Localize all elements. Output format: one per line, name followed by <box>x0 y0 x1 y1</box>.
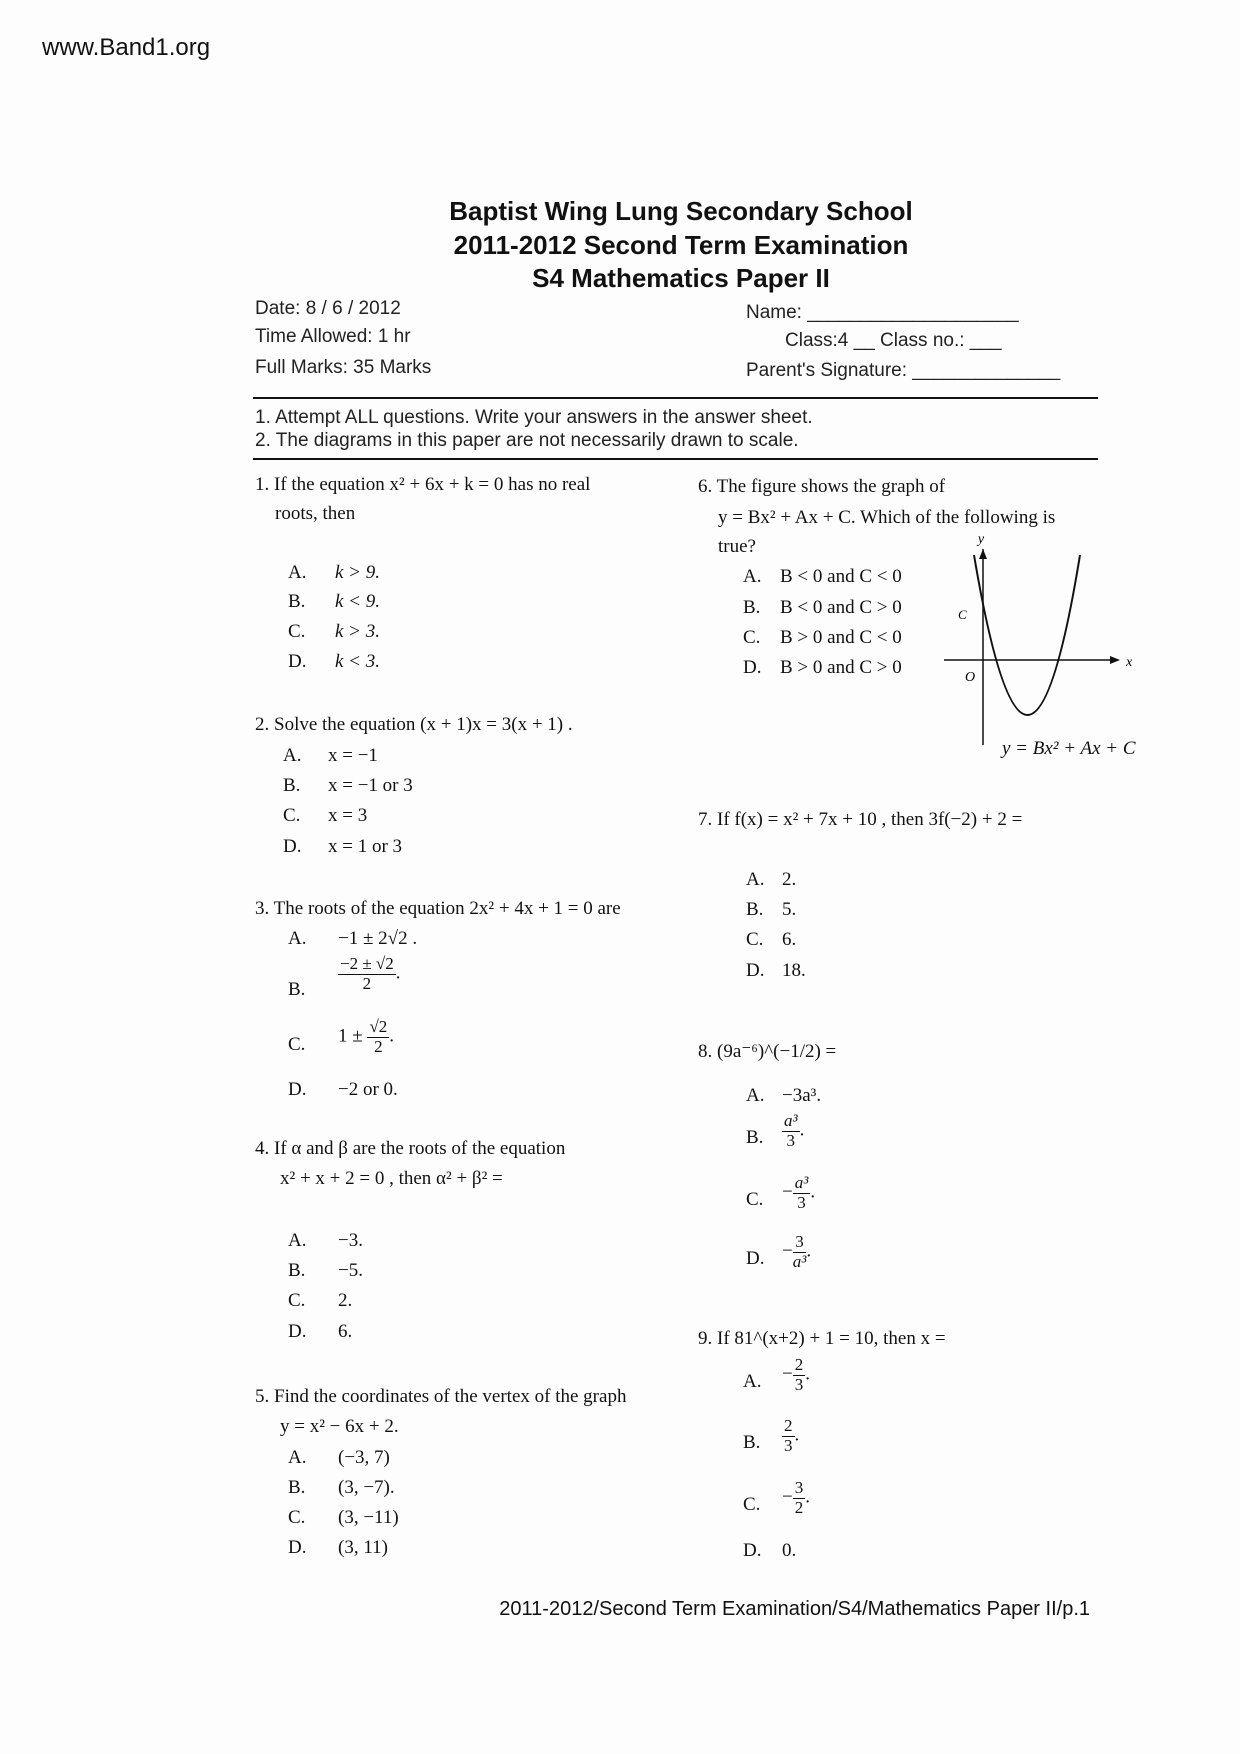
option-text: k < 3. <box>335 651 381 672</box>
option-label: B. <box>746 899 764 920</box>
option-fraction: $\frac{2}{3}$ . <box>784 1416 800 1455</box>
option-label: D. <box>288 1537 307 1558</box>
full-marks: Full Marks: 35 Marks <box>255 357 432 378</box>
minus-sign: − <box>782 1363 793 1385</box>
option-text: 18. <box>782 960 806 981</box>
denominator: 3 <box>794 1374 804 1394</box>
q9-stem: 9. If 81^(x+2) + 1 = 10, then x = <box>698 1328 946 1349</box>
denominator: 3 <box>786 1130 796 1150</box>
numerator: a³ <box>784 1111 798 1130</box>
signature-field: Parent's Signature: ______________ <box>746 360 1061 381</box>
y-axis-label: y <box>977 535 985 547</box>
option-text: x = −1 <box>328 745 378 766</box>
divider <box>253 397 1098 399</box>
option-label: B. <box>743 597 761 618</box>
q3-stem: 3. The roots of the equation 2x² + 4x + 1 = 0 are <box>255 898 621 919</box>
option-fraction: − $\frac{3}{2}$ . <box>782 1478 810 1517</box>
option-text: 0. <box>782 1540 797 1561</box>
option-text: −5. <box>338 1260 363 1281</box>
minus-sign: − <box>782 1181 793 1203</box>
y-axis-arrow <box>979 549 987 559</box>
parabola-curve <box>974 555 1080 715</box>
instruction-1: 1. Attempt ALL questions. Write your answers in the answer sheet. <box>255 407 813 428</box>
option-label: B. <box>288 591 306 612</box>
q4-stem: 4. If α and β are the roots of the equation <box>255 1138 566 1159</box>
option-label: C. <box>746 1189 764 1210</box>
option-text: 6. <box>338 1321 353 1342</box>
q5-stem: 5. Find the coordinates of the vertex of the graph <box>255 1386 627 1407</box>
option-text: (3, 11) <box>338 1537 388 1558</box>
option-text: k < 9. <box>335 591 381 612</box>
denominator: 3 <box>784 1435 793 1455</box>
option-text: x = −1 or 3 <box>328 775 413 796</box>
instruction-2: 2. The diagrams in this paper are not necessarily drawn to scale. <box>255 430 799 451</box>
denominator: 2 <box>374 1036 383 1056</box>
numerator: 2 <box>784 1416 793 1435</box>
numerator: −2 ± √2 <box>340 954 394 973</box>
numerator: a³ <box>794 1173 809 1192</box>
option-label: A. <box>743 566 762 587</box>
q6-stem-cont: true? <box>718 536 756 557</box>
q6-stem: 6. The figure shows the graph of <box>698 476 946 497</box>
option-label: A. <box>288 562 307 583</box>
option-text: x = 1 or 3 <box>328 836 403 857</box>
page-footer: 2011-2012/Second Term Examination/S4/Mathematics Paper II/p.1 <box>499 1598 1090 1620</box>
option-label: B. <box>283 775 301 796</box>
denominator: 2 <box>794 1497 804 1517</box>
option-label: B. <box>288 979 306 1000</box>
numerator: 3 <box>794 1478 804 1497</box>
q4-stem-cont: x² + x + 2 = 0 , then α² + β² = <box>280 1168 503 1189</box>
option-fraction: − $\frac{\text{a³}}{3}$ . <box>782 1173 816 1212</box>
minus-sign: − <box>782 1240 793 1262</box>
option-label: B. <box>288 1477 306 1498</box>
parabola-graph <box>940 535 1140 765</box>
option-text: B > 0 and C > 0 <box>780 657 902 678</box>
option-text: k > 9. <box>335 562 381 583</box>
class-field: Class:4 __ Class no.: ___ <box>785 330 1002 351</box>
exam-title: 2011-2012 Second Term Examination <box>453 230 909 260</box>
option-label: C. <box>283 805 301 826</box>
x-axis-label: x <box>1126 655 1133 670</box>
option-label: C. <box>746 929 764 950</box>
option-label: D. <box>743 1540 762 1561</box>
option-text: k > 3. <box>335 621 381 642</box>
option-text: −1 ± 2√2 . <box>338 928 418 949</box>
option-label: B. <box>746 1127 764 1148</box>
numerator: √2 <box>369 1017 388 1036</box>
option-text: (3, −7). <box>338 1477 395 1498</box>
numerator: 3 <box>795 1232 804 1251</box>
option-label: C. <box>288 1290 306 1311</box>
option-fraction: 1 ± $\frac{√2}{2}$ . <box>338 1017 395 1056</box>
option-label: D. <box>288 651 307 672</box>
paper-title: S4 Mathematics Paper II <box>532 263 830 293</box>
option-text: x = 3 <box>328 805 368 826</box>
option-text: B < 0 and C > 0 <box>780 597 902 618</box>
option-text: B > 0 and C < 0 <box>780 627 902 648</box>
date: Date: 8 / 6 / 2012 <box>255 298 401 319</box>
option-label: D. <box>288 1321 307 1342</box>
option-text: −2 or 0. <box>338 1079 398 1100</box>
option-text: 6. <box>782 929 797 950</box>
option-label: B. <box>288 1260 306 1281</box>
q8-stem: 8. (9a⁻⁶)^(−1/2) = <box>698 1041 837 1062</box>
option-label: B. <box>743 1432 761 1453</box>
option-text: 5. <box>782 899 797 920</box>
option-label: A. <box>288 1447 307 1468</box>
option-label: A. <box>283 745 302 766</box>
divider <box>253 458 1098 460</box>
q7-stem: 7. If f(x) = x² + 7x + 10 , then 3f(−2) + 2 = <box>698 809 1023 830</box>
school-name: Baptist Wing Lung Secondary School <box>449 196 913 226</box>
q5-stem-cont: y = x² − 6x + 2. <box>280 1416 399 1437</box>
q1-stem-cont: roots, then <box>275 503 356 524</box>
x-axis-arrow <box>1110 656 1120 664</box>
q2-stem: 2. Solve the equation (x + 1)x = 3(x + 1) . <box>255 714 573 735</box>
option-label: D. <box>743 657 762 678</box>
option-text: 2. <box>338 1290 353 1311</box>
option-label: A. <box>743 1371 762 1392</box>
q1-stem: 1. If the equation x² + 6x + k = 0 has no real <box>255 474 591 495</box>
option-label: D. <box>746 1248 765 1269</box>
option-fraction: − $\frac{3}{\text{a³}}$ . <box>782 1232 812 1271</box>
denominator: 2 <box>362 973 372 993</box>
option-text: B < 0 and C < 0 <box>780 566 902 587</box>
option-label: A. <box>746 1085 765 1106</box>
option-label: A. <box>288 1230 307 1251</box>
minus-sign: − <box>782 1486 793 1508</box>
option-label: A. <box>288 928 307 949</box>
option-text: −3. <box>338 1230 363 1251</box>
option-fraction: $\frac{\text{a³}}{3}$ . <box>784 1111 805 1150</box>
option-label: C. <box>743 627 761 648</box>
option-text: −3a³. <box>782 1085 822 1106</box>
watermark: www.Band1.org <box>42 34 211 61</box>
option-label: C. <box>288 621 306 642</box>
denominator: 3 <box>797 1192 806 1212</box>
time-allowed: Time Allowed: 1 hr <box>255 326 411 347</box>
q6-stem-cont: y = Bx² + Ax + C. Which of the following is <box>718 507 1056 528</box>
option-text: 1 ± <box>338 1025 363 1047</box>
option-label: C. <box>743 1494 761 1515</box>
option-text: (3, −11) <box>338 1507 399 1528</box>
option-label: D. <box>288 1079 307 1100</box>
name-field: Name: ____________________ <box>746 302 1019 323</box>
option-label: A. <box>746 869 765 890</box>
c-intercept-label: C <box>958 607 967 622</box>
origin-label: O <box>965 670 976 685</box>
curve-label: y = Bx² + Ax + C <box>1002 738 1136 759</box>
option-fraction: − $\frac{2}{3}$ . <box>782 1355 810 1394</box>
option-label: D. <box>746 960 765 981</box>
option-label: D. <box>283 836 302 857</box>
option-text: (−3, 7) <box>338 1447 390 1468</box>
numerator: 2 <box>794 1355 804 1374</box>
option-fraction: $\frac{-2 \pm √2}{2}$ . <box>340 954 401 993</box>
option-label: C. <box>288 1507 306 1528</box>
denominator: a³ <box>792 1251 807 1271</box>
option-text: 2. <box>782 869 797 890</box>
option-label: C. <box>288 1034 306 1055</box>
